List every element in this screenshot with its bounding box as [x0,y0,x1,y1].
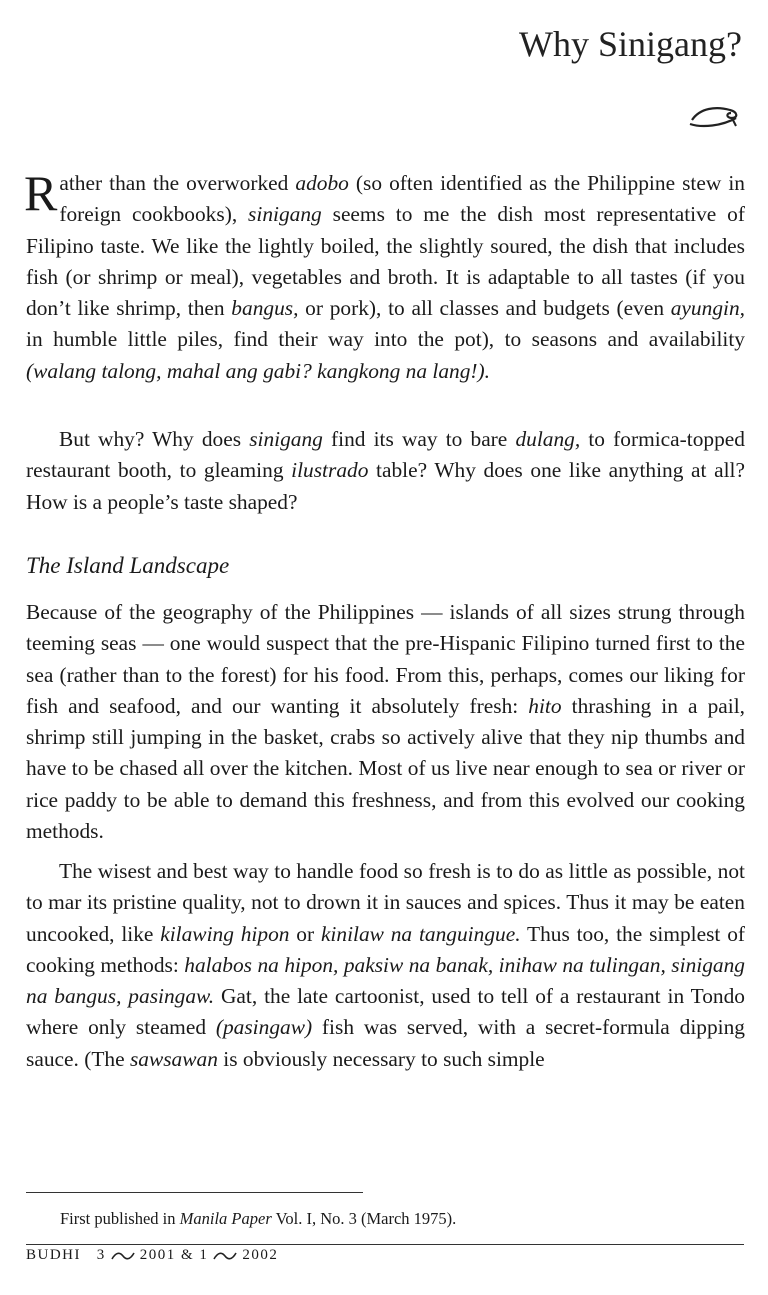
text-run: Because of the geography of the Philippines — islands of all sizes strung through teeming seas — one would suspect that the pre-Hispanic Filipino turned first to the sea (rather than to the forest) for his food. From this, perhaps, comes our liking for fish and seafood, and our wanting it absolutely fresh: [26,600,745,718]
paragraph-1-content [24,165,745,383]
italic-term: kinilaw na tanguingue. [320,921,521,946]
text-run: Thus too, the simplest of cooking methods: [26,921,746,977]
text-run: or pork), to all classes and budgets (even [298,296,671,321]
italic-term: bangus, [231,296,299,321]
italic-term: kilawing hipon [160,921,290,946]
text-run: find its way to bare [322,427,516,451]
italic-term: (pasingaw) [215,1015,313,1040]
drop-cap: R [24,165,58,221]
text-run: in humble little piles, find their way into the pot), to seasons and availability [26,327,745,352]
text-run: But why? Why does [59,427,250,451]
text-run: The wisest and best way to handle food so fresh is to do as little as possible, not to mar its pristine quality, not to drown it in sauces and spices. Thus it may be eaten uncooked, like [26,859,745,946]
journal-name: BUDHI [26,1247,81,1263]
tilde-ornament-icon [110,1250,136,1262]
issue-number: 3 [96,1247,106,1263]
italic-term: ayungin, [670,296,745,321]
footnote-rule [26,1192,363,1193]
year-end-label: 2002 [242,1247,279,1263]
running-footer [26,1243,278,1267]
text-run: is obviously necessary to such simple [217,1046,545,1071]
italic-term: sawsawan [129,1046,218,1071]
italic-term: hito [528,693,562,718]
text-run: (so often identified as the Philippine stew in foreign cookbooks), [59,171,745,227]
text-run: to formica-topped restaurant booth, to gleaming [26,427,745,483]
italic-term: dulang, [515,427,581,451]
years-label: 2001 & 1 [139,1247,209,1263]
italic-term: ilustrado [291,458,369,483]
text-run: seems to me the dish most representative of Filipino taste. We like the lightly boiled, the slightly soured, the dish that includes fish (or shrimp or meal), vegetables and broth. It is adaptable to all tastes (if you don’t like shrimp, then [26,202,745,321]
paragraph-4 [26,856,745,1075]
text-run: or [289,921,321,946]
section-heading: The Island Landscape [26,553,230,578]
tilde-ornament-icon [212,1250,238,1262]
text-run: ather than the overworked [59,171,296,195]
paragraph-2 [26,424,745,518]
italic-term: halabos na hipon, paksiw na banak, inihaw na tulingan, sinigang na bangus, pasingaw. [26,952,745,1009]
swirl-ornament-icon [686,100,742,130]
italic-term: sinigang [249,427,323,451]
text-run: thrashing in a pail, shrimp still jumping in the basket, crabs so actively alive that they nip thumbs and have to be chased all over the kitchen. Most of us live near enough to sea or river or rice paddy to be able to demand this freshness, and from this evolved our cooking methods. [26,693,745,844]
text-run: Gat, the late cartoonist, used to tell of a restaurant in Tondo where only steamed [26,984,745,1040]
footnote [60,1207,456,1231]
footnote-suffix: Vol. I, No. 3 (March 1975). [271,1209,457,1228]
text-run: table? Why does one like anything at all? How is a people’s taste shaped? [26,458,745,514]
footnote-prefix: First published in [60,1209,180,1228]
text-run: fish was served, with a secret-formula dipping sauce. (The [26,1015,745,1071]
footnote-publication: Manila Paper [179,1209,272,1228]
paragraph-1 [24,165,745,387]
italic-term: sinigang [248,202,322,227]
paragraph-3 [26,597,745,847]
page-title: Why Sinigang? [519,24,742,64]
italic-term: (walang talong, mahal ang gabi? kangkong na lang!). [26,358,491,383]
italic-term: adobo [295,171,349,195]
